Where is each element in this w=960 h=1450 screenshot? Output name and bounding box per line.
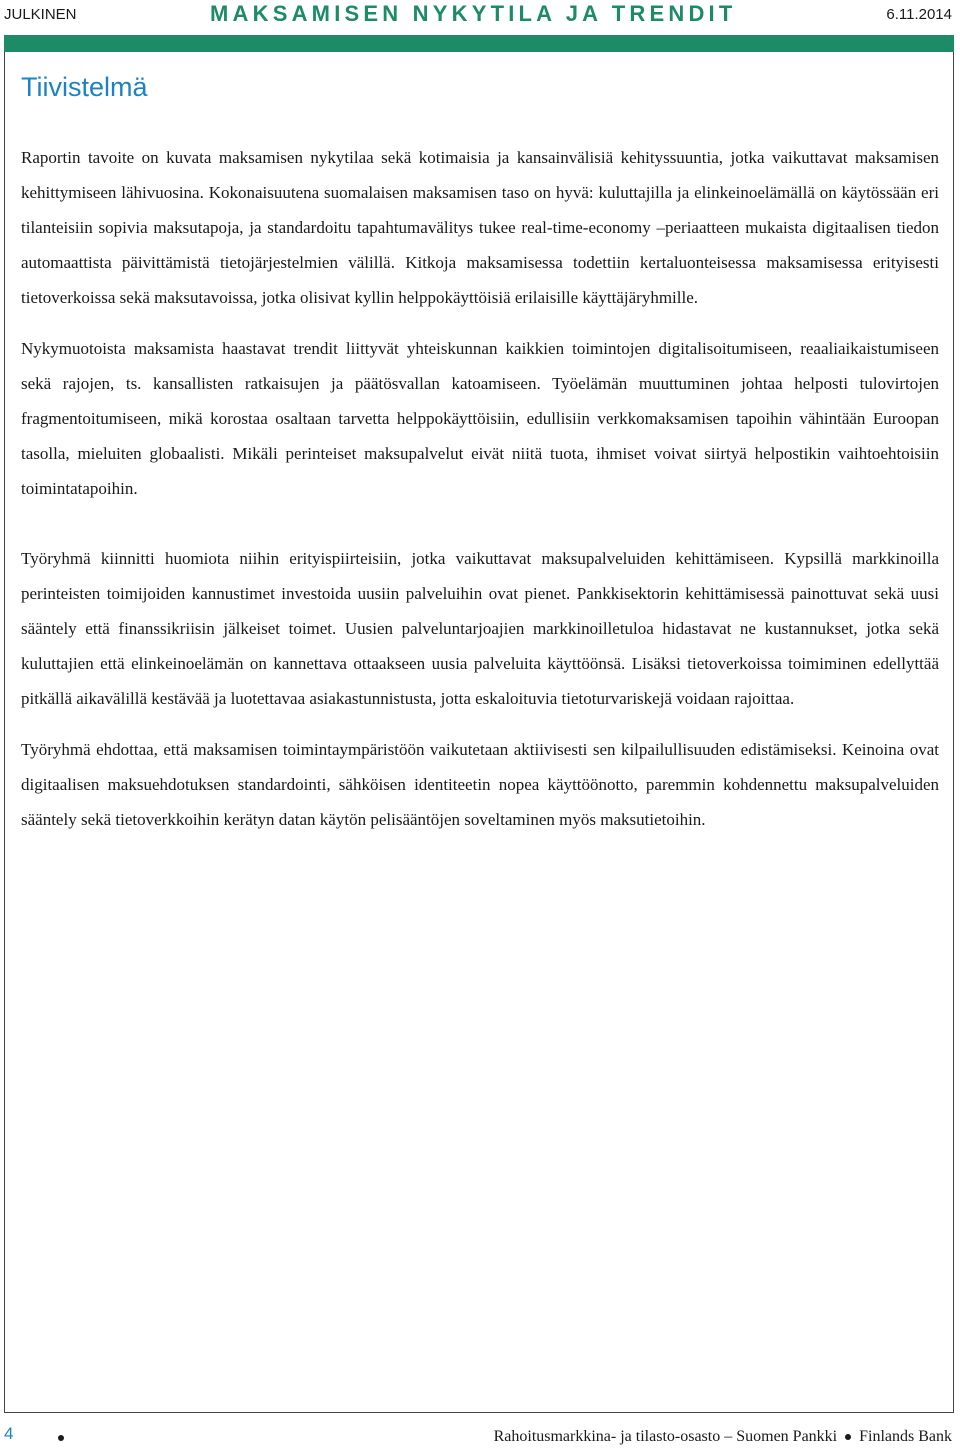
- department-name: Rahoitusmarkkina- ja tilasto-osasto: [493, 1428, 721, 1445]
- paragraph-1: Raportin tavoite on kuvata maksamisen nykytilaa sekä kotimaisia ja kansainvälisiä kehityssuuntia, jotka vaikuttavat maksamisen kehittymiseen lähivuosina. Kokonaisuutena suomalaisen maksamisen taso on hyvä: kuluttajilla ja elinkeinoelämällä on käytössään eri tilanteisiin sopivia maksutapoja, ja standardoitu tapahtumavälitys tukee real-time-economy –periaatteen mukaista digitaalisen tiedon automaattista päivittämistä tietojärjestelmien välillä. Kitkoja maksamisessa todettiin kertaluonteisessa maksamisessa erityisesti tietoverkoissa sekä maksutavoissa, jotka olisivat kyllin helppokäyttöisiä erilaisille käyttäjäryhmille.: [21, 148, 939, 307]
- footer-separator: –: [724, 1428, 733, 1445]
- summary-body: [21, 140, 939, 853]
- page-header: [0, 0, 960, 34]
- header-accent-bar: [4, 35, 954, 52]
- paragraph-3: Työryhmä kiinnitti huomiota niihin erityispiirteisiin, jotka vaikuttavat maksupalveluiden kehittämiseen. Kypsillä markkinoilla perinteisten toimijoiden kannustimet investoida uusiin palveluihin ovat pienet. Pankkisektorin kehittämisessä painottuvat sekä uusi sääntely että finanssikriisin jälkeiset toimet. Uusien palveluntarjoajien markkinoilletuloa hidastavat ne kustannukset, jotka sekä kuluttajien että elinkeinoelämän on kannettava ottaakseen uusia palveluita käyttöönsä. Lisäksi tietoverkoissa toimiminen edellyttää pitkällä aikavälillä kestävää ja luotettavaa asiakastunnistusta, jotta eskaloituvia tietoturvariskejä voidaan rajoittaa.: [21, 549, 939, 708]
- paragraph-4: Työryhmä ehdottaa, että maksamisen toimintaympäristöön vaikutetaan aktiivisesti sen kilpailullisuuden edistämiseksi. Keinoina ovat digitaalisen maksuehdotuksen standardointi, sähköisen identiteetin nopea käyttöönotto, paremmin kohdennettu maksupalveluiden sääntely sekä tietoverkkoihin kerätyn datan käytön pelisääntöjen soveltaminen myös maksutietoihin.: [21, 740, 939, 829]
- document-date: 6.11.2014: [886, 6, 952, 23]
- page-number: 4: [4, 1424, 14, 1443]
- page-footer: [0, 1418, 960, 1448]
- footer-publisher: [494, 1428, 952, 1446]
- bullet-icon: [58, 1435, 64, 1441]
- bullet-icon: [845, 1434, 851, 1440]
- bank-name-fi: Suomen Pankki: [736, 1428, 838, 1445]
- section-title: Tiivistelmä: [21, 72, 148, 102]
- document-title: MAKSAMISEN NYKYTILA JA TRENDIT: [210, 1, 737, 26]
- classification-label: JULKINEN: [4, 6, 77, 23]
- paragraph-2: Nykymuotoista maksamista haastavat trendit liittyvät yhteiskunnan kaikkien toimintojen digitalisoitumiseen, reaaliaikaistumiseen sekä rajojen, ts. kansallisten ratkaisujen ja päätösvallan katoamiseen. Työelämän muuttuminen johtaa helposti tulovirtojen fragmentoitumiseen, mikä korostaa osaltaan tarvetta helppokäyttöisiin, edullisiin verkkomaksamisen tapoihin vähintään Euroopan tasolla, mieluiten globaalisti. Mikäli perinteiset maksupalvelut eivät niitä tuota, ihmiset voivat siirtyä helpostikin vaihtoehtoisiin toimintatapoihin.: [21, 339, 939, 498]
- bank-name-sv: Finlands Bank: [859, 1428, 952, 1445]
